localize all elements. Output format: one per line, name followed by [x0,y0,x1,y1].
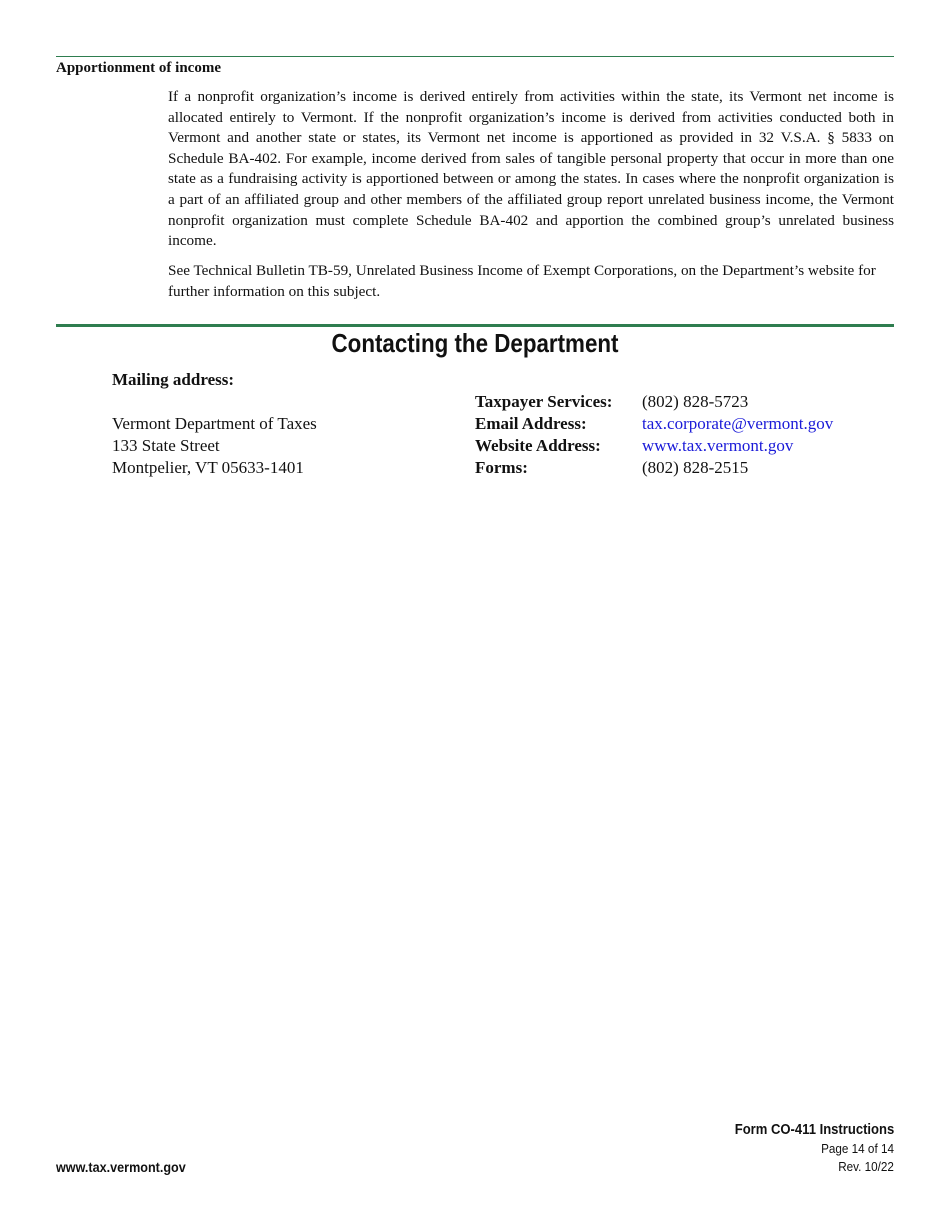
address-line-1: Vermont Department of Taxes [112,414,317,433]
taxpayer-services-label: Taxpayer Services: [475,392,613,411]
footer-revision: Rev. 10/22 [838,1159,894,1174]
technical-bulletin-paragraph: See Technical Bulletin TB-59, Unrelated Business Income of Exempt Corporations, on the Department’s website for further information on this subject. [168,262,876,300]
website-address-label: Website Address: [475,436,601,455]
section-heading: Apportionment of income [56,60,221,76]
address-line-3: Montpelier, VT 05633-1401 [112,458,304,477]
contact-title: Contacting the Department [331,328,619,358]
email-link[interactable]: tax.corporate@vermont.gov [642,414,834,433]
taxpayer-services-phone: (802) 828-5723 [642,392,749,411]
email-address-label: Email Address: [475,414,587,433]
address-line-2: 133 State Street [112,436,220,455]
apportionment-paragraph: If a nonprofit organization’s income is derived entirely from activities within the state, its Vermont net income is allocated entirely to Vermont. If the nonprofit organization’s income is derived from activities conducted both in Vermont and another state or states, its Vermont net income is apportioned as provided in 32 V.S.A. § 5833 on Schedule BA-402. For example, income derived from sales of tangible personal property that occur in more than one state as a fundraising activity is apportioned between or among the states. In cases where the nonprofit organization is a part of an affiliated group and other members of the affiliated group report unrelated business income, the Vermont nonprofit organization must complete Schedule BA-402 and apportion the combined group’s unrelated business income. [168,88,894,250]
footer-website: www.tax.vermont.gov [56,1159,186,1175]
footer-page-number: Page 14 of 14 [821,1141,894,1156]
mailing-address-label: Mailing address: [112,370,235,389]
forms-label: Forms: [475,458,528,477]
forms-phone: (802) 828-2515 [642,458,749,477]
top-divider [56,56,894,57]
footer-form-title: Form CO-411 Instructions [734,1122,894,1138]
website-link[interactable]: www.tax.vermont.gov [642,436,794,455]
